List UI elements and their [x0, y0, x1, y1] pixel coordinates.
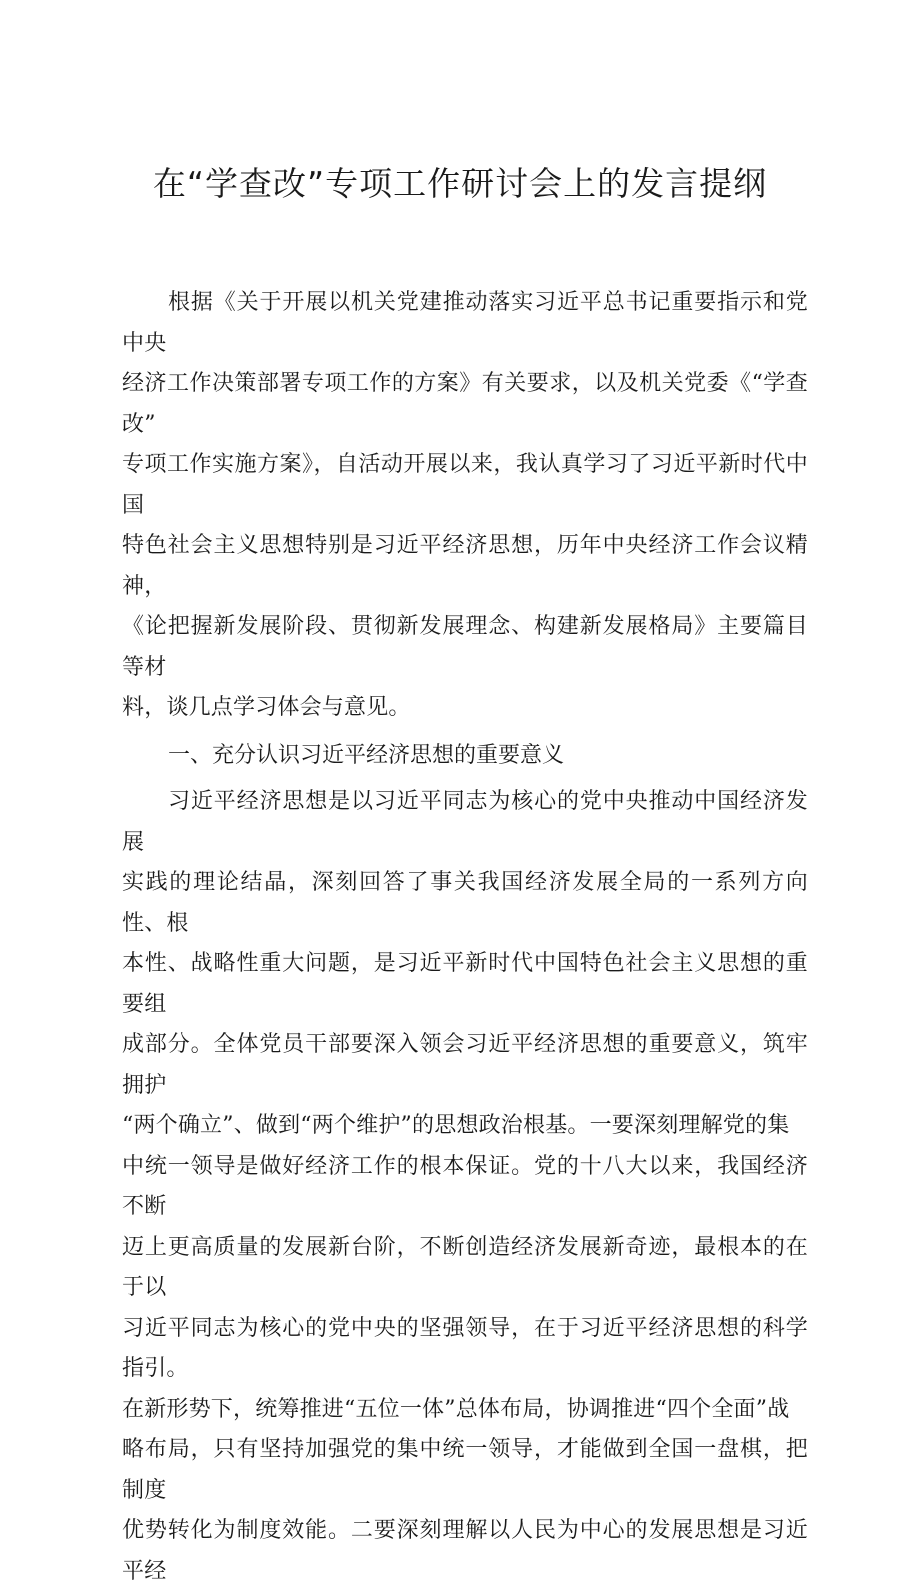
intro-paragraph — [122, 283, 808, 729]
section-line: 成部分。全体党员干部要深入领会习近平经济思想的重要意义，筑牢拥护 — [122, 1032, 808, 1098]
section-line: 本性、战略性重大问题，是习近平新时代中国特色社会主义思想的重要组 — [122, 951, 808, 1017]
section-line: 习近平经济思想是以习近平同志为核心的党中央推动中国经济发展 — [122, 789, 808, 855]
section-line: 习近平同志为核心的党中央的坚强领导，在于习近平经济思想的科学指引。 — [122, 1315, 808, 1381]
document-title: 在“学查改”专项工作研讨会上的发言提纲 — [152, 164, 768, 203]
document-body — [122, 283, 808, 1592]
section-heading: 一、充分认识习近平经济思想的重要意义 — [168, 742, 565, 768]
intro-line: 《论把握新发展阶段、贯彻新发展理念、构建新发展格局》主要篇目等材 — [122, 614, 808, 680]
section-paragraph — [122, 782, 808, 1592]
section-line: 实践的理论结晶，深刻回答了事关我国经济发展全局的一系列方向性、根 — [122, 870, 808, 936]
section-line: 优势转化为制度效能。二要深刻理解以人民为中心的发展思想是习近平经 — [122, 1518, 808, 1584]
section-line: 略布局，只有坚持加强党的集中统一领导，才能做到全国一盘棋，把制度 — [122, 1437, 808, 1503]
intro-line: 特色社会主义思想特别是习近平经济思想，历年中央经济工作会议精神， — [122, 533, 808, 599]
section-line: 在新形势下，统筹推进“五位一体”总体布局，协调推进“四个全面”战 — [122, 1396, 790, 1422]
section-line: 中统一领导是做好经济工作的根本保证。党的十八大以来，我国经济不断 — [122, 1153, 808, 1219]
intro-line: 料，谈几点学习体会与意见。 — [122, 695, 411, 720]
intro-line: 根据《关于开展以机关党建推动落实习近平总书记重要指示和党中央 — [122, 290, 808, 356]
section-line: 迈上更高质量的发展新台阶，不断创造经济发展新奇迹，最根本的在于以 — [122, 1234, 808, 1300]
section-line: “两个确立”、做到“两个维护”的思想政治根基。一要深刻理解党的集 — [122, 1113, 790, 1138]
intro-line: 经济工作决策部署专项工作的方案》有关要求，以及机关党委《“学查改” — [122, 371, 808, 437]
intro-line: 专项工作实施方案》，自活动开展以来，我认真学习了习近平新时代中国 — [122, 452, 808, 518]
